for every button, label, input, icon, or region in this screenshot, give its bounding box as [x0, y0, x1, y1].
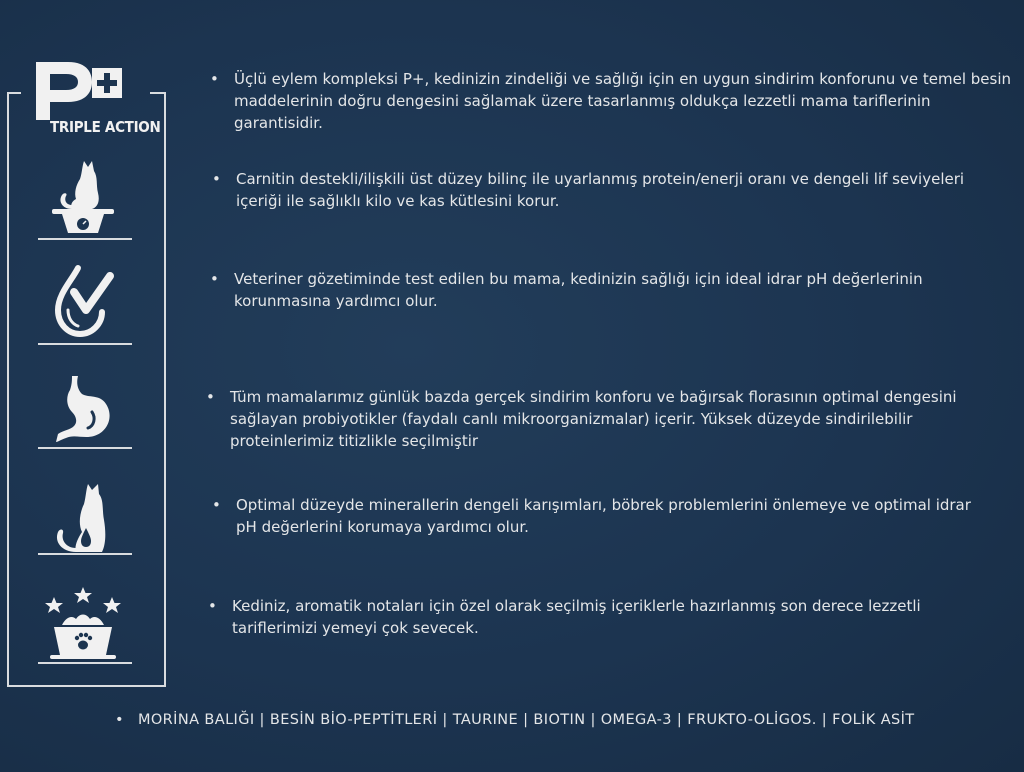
bullet-dot: •	[206, 388, 215, 406]
icon-divider	[38, 553, 132, 555]
feature-bullet-minerals	[212, 494, 986, 538]
bullet-dot: •	[212, 496, 221, 514]
water-drop-check-icon	[28, 262, 138, 338]
feature-bullet-taste	[208, 595, 972, 639]
bullet-dot: •	[210, 270, 219, 288]
bullet-text: Carnitin destekli/ilişkili üst düzey bilinç ile uyarlanmış protein/enerji oranı ve dengeli lif seviyeleri içeriği ile sağlıklı kilo ve kas kütlesini korur.	[236, 170, 965, 210]
cat-on-scale-icon	[28, 155, 138, 235]
p-plus-triple-action-logo	[30, 60, 161, 140]
stomach-icon	[28, 372, 138, 444]
bullet-text: Kediniz, aromatik notaları için özel olarak seçilmiş içeriklerle hazırlanmış son derece lezzetli tariflerimizi yemeyi çok sevecek.	[232, 597, 921, 637]
bullet-dot: •	[208, 597, 217, 615]
bullet-dot: •	[115, 712, 124, 728]
bullet-dot: •	[210, 70, 219, 88]
ingredients-footer	[115, 712, 915, 728]
feature-bullet-triple-action	[210, 68, 1020, 134]
logo-text: TRIPLE ACTION	[50, 118, 161, 136]
icon-divider	[38, 343, 132, 345]
bullet-text: Üçlü eylem kompleksi P+, kedinizin zindeliği ve sağlığı için en uygun sindirim konforunu ve temel besin maddelerinin doğru dengesini sağlamak üzere tasarlanmış oldukça lezzetli mama tariflerinin garantisidir.	[234, 70, 1012, 132]
icon-divider	[38, 662, 132, 664]
feature-bullet-carnitine	[212, 168, 996, 212]
icon-divider	[38, 238, 132, 240]
frame-top-left-rule	[7, 92, 21, 94]
bullet-text: Veteriner gözetiminde test edilen bu mama, kedinizin sağlığı için ideal idrar pH değerlerinin korunmasına yardımcı olur.	[234, 270, 923, 310]
logo-plus-badge	[92, 68, 122, 98]
bullet-dot: •	[212, 170, 221, 188]
cat-with-drop-icon	[28, 478, 138, 554]
logo-p-letter	[34, 60, 98, 122]
icon-divider	[38, 447, 132, 449]
bullet-text: Optimal düzeyde minerallerin dengeli karışımları, böbrek problemlerini önlemeye ve optimal idrar pH değerlerini korumaya yardımcı olur.	[236, 496, 971, 536]
feature-bullet-probiotics	[206, 386, 1020, 452]
bullet-text: Tüm mamalarımız günlük bazda gerçek sindirim konforu ve bağırsak florasının optimal dengesini sağlayan probiyotikler (faydalı canlı mikroorganizmalar) içerir. Yüksek düzeyde sindirilebilir proteinlerimiz titizlikle seçilmiştir	[230, 388, 957, 450]
stars-food-bowl-icon	[28, 585, 138, 661]
ingredients-list: MORİNA BALIĞI | BESİN BİO-PEPTİTLERİ | TAURINE | BIOTIN | OMEGA-3 | FRUKTO-OLİGOS. | FOLİK ASİT	[137, 712, 915, 728]
feature-bullet-urinary-ph	[210, 268, 934, 312]
